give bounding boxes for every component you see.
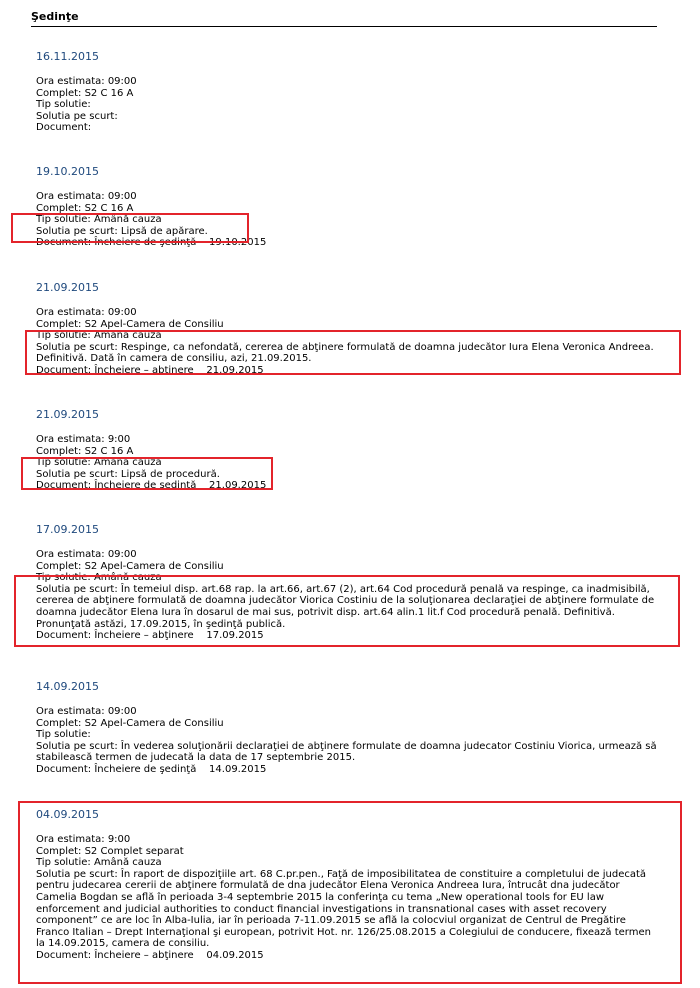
panel: Complet: S2 Apel-Camera de Consiliu (36, 560, 224, 572)
estimated-time: Ora estimata: 09:00 (36, 76, 137, 87)
session-item (36, 50, 664, 134)
solution-summary: Solutia pe scurt: Respinge, ca nefondată, cererea de abţinere formulată de doamna judecător Iura Elena Veronica Andreea. Definitivă. Dată în camera de consiliu, azi, 21.09.2015. (36, 341, 654, 365)
session-date: 21.09.2015 (36, 281, 99, 294)
panel: Complet: S2 Apel-Camera de Consiliu (36, 717, 224, 729)
solution-summary: Solutia pe scurt: Lipsă de apărare. (36, 225, 208, 237)
panel: Complet: S2 Apel-Camera de Consiliu (36, 318, 224, 330)
page-title: Şedinţe (31, 10, 79, 23)
solution-type: Tip solutie: (36, 99, 91, 111)
session-item (36, 165, 664, 249)
panel: Complet: S2 Complet separat (36, 845, 184, 857)
session-date: 17.09.2015 (36, 523, 99, 536)
session-date: 19.10.2015 (36, 165, 99, 178)
solution-summary: Solutia pe scurt: În temeiul disp. art.68 rap. la art.66, art.67 (2), art.64 Cod procedură penală va respinge, ca inadmisibilă, cererea de abţinere formulată de doamna judecător Viorica Costiniu de la soluţionarea declaraţiei de abţinere formulate de doamna judecător Elena Iura în dosarul de mai sus, potrivit disp. art.64 alin.1 lit.f Cod procedură penală. Definitivă. Pronunţată astăzi, 17.09.2015, în şedinţă publică. (36, 583, 655, 630)
document: Document: Încheiere – abţinere 04.09.2015 (36, 949, 264, 961)
solution-type: Tip solutie: Amână cauza (36, 457, 162, 469)
document: Document: Încheiere de şedinţă 14.09.2015 (36, 763, 267, 775)
solution-type: Tip solutie: (36, 729, 91, 741)
document: Document: Încheiere – abţinere 21.09.2015 (36, 364, 264, 376)
session-date: 04.09.2015 (36, 808, 99, 821)
document: Document: Încheiere – abţinere 17.09.2015 (36, 630, 264, 642)
solution-summary: Solutia pe scurt: În raport de dispoziţiile art. 68 C.pr.pen., Faţă de imposibilitatea de constituire a completului de judecată pentru judecarea cererii de abţinere formulată de dna judecător Elena Veronica Andreea Iura, întrucât dna judecător Camelia Bogdan se află în perioada 3-4 septembrie 2015 la conferinţa cu tema „New operational tools for EU law enforcement and judicial authorities to conduct financial investigations in transnational cases with asset recovery component” ce are loc în Alba-Iulia, iar în perioada 7-11.09.2015 se află la colocviul organizat de Centrul de Pregătire Franco Italian – Drept Internaţional şi european, potrivit Hot. nr. 126/25.08.2015 a Colegiului de conducere, fixează termen la 14.09.2015, camera de consiliu. (36, 868, 651, 950)
solution-type: Tip solutie: Amână cauza (36, 572, 162, 584)
session-item (36, 808, 664, 962)
solution-summary: Solutia pe scurt: Lipsă de procedură. (36, 468, 220, 480)
solution-type: Tip solutie: Amână cauza (36, 330, 162, 342)
solution-summary: Solutia pe scurt: (36, 110, 118, 122)
solution-summary: Solutia pe scurt: În vederea soluţionării declaraţiei de abţinere formulate de doamna judecator Costiniu Viorica, urmează să stabilească termen de judecată la data de 17 septembrie 2015. (36, 740, 657, 764)
session-item (36, 281, 664, 377)
panel: Complet: S2 C 16 A (36, 87, 134, 99)
session-item (36, 523, 664, 642)
solution-type: Tip solutie: Amână cauza (36, 214, 162, 226)
session-date: 16.11.2015 (36, 50, 99, 63)
document: Document: (36, 122, 92, 134)
panel: Complet: S2 C 16 A (36, 445, 134, 457)
estimated-time: Ora estimata: 09:00 (36, 307, 137, 318)
session-item (36, 680, 664, 776)
panel: Complet: S2 C 16 A (36, 202, 134, 214)
session-date: 21.09.2015 (36, 408, 99, 421)
document: Document: Încheiere de şedinţă 21.09.2015 (36, 480, 267, 492)
estimated-time: Ora estimata: 9:00 (36, 834, 131, 845)
estimated-time: Ora estimata: 09:00 (36, 191, 137, 202)
estimated-time: Ora estimata: 09:00 (36, 549, 137, 560)
document: Document: Încheiere de şedinţă 19.10.2015 (36, 237, 267, 249)
estimated-time: Ora estimata: 9:00 (36, 434, 131, 445)
title-divider (31, 26, 657, 27)
session-date: 14.09.2015 (36, 680, 99, 693)
estimated-time: Ora estimata: 09:00 (36, 706, 137, 717)
session-item (36, 408, 664, 492)
solution-type: Tip solutie: Amână cauza (36, 857, 162, 869)
